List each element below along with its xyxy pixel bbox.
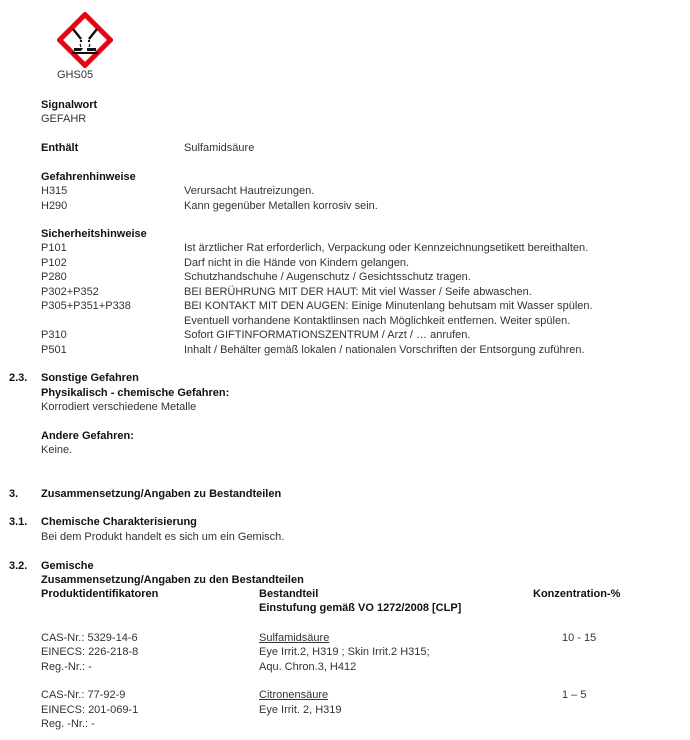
section-title: Sonstige Gefahren xyxy=(41,372,139,384)
component-concentration: 10 - 15 xyxy=(562,632,597,644)
hazard-text: Kann gegenüber Metallen korrosiv sein. xyxy=(184,200,378,212)
section-title: Zusammensetzung/Angaben zu Bestandteilen xyxy=(41,488,282,500)
einecs-number: EINECS: 201-069-1 xyxy=(41,704,139,716)
component-classification: Eye Irrit.2, H319 ; Skin Irrit.2 H315; xyxy=(259,646,430,658)
precaution-text: BEI KONTAKT MIT DEN AUGEN: Einige Minutenlang behutsam mit Wasser spülen. xyxy=(184,300,593,312)
physical-hazards-heading: Physikalisch - chemische Gefahren: xyxy=(41,387,230,399)
precaution-code: P102 xyxy=(41,257,67,269)
hazard-code: H315 xyxy=(41,185,68,197)
section-number: 3.1. xyxy=(9,516,28,528)
physical-hazards-text: Korrodiert verschiedene Metalle xyxy=(41,401,197,413)
ghs05-corrosive-icon xyxy=(57,12,113,68)
column-header-concentration: Konzentration-% xyxy=(533,588,621,600)
column-header-classification: Einstufung gemäß VO 1272/2008 [CLP] xyxy=(259,602,462,614)
contains-value: Sulfamidsäure xyxy=(184,142,255,154)
component-name: Sulfamidsäure xyxy=(259,632,330,644)
other-hazards-text: Keine. xyxy=(41,444,73,456)
precaution-code: P101 xyxy=(41,242,67,254)
precaution-text: Inhalt / Behälter gemäß lokalen / nationalen Vorschriften der Entsorgung zuführen. xyxy=(184,344,585,356)
precautionary-statements-heading: Sicherheitshinweise xyxy=(41,228,147,240)
component-classification: Aqu. Chron.3, H412 xyxy=(259,661,357,673)
precaution-code: P501 xyxy=(41,344,67,356)
other-hazards-heading: Andere Gefahren: xyxy=(41,430,134,442)
precaution-code: P305+P351+P338 xyxy=(41,300,131,312)
precaution-code: P302+P352 xyxy=(41,286,99,298)
reg-number: Reg. -Nr.: - xyxy=(41,718,95,730)
section-number: 3.2. xyxy=(9,560,28,572)
component-classification: Eye Irrit. 2, H319 xyxy=(259,704,342,716)
precaution-text: Sofort GIFTINFORMATIONSZENTRUM / Arzt / … anrufen. xyxy=(184,329,471,341)
column-header-identifiers: Produktidentifikatoren xyxy=(41,588,159,600)
component-name: Citronensäure xyxy=(259,689,329,701)
precaution-text: BEI BERÜHRUNG MIT DER HAUT: Mit viel Wasser / Seife abwaschen. xyxy=(184,286,532,298)
pictogram-code: GHS05 xyxy=(57,69,94,81)
precaution-text-continued: Eventuell vorhandene Kontaktlinsen nach Möglichkeit entfernen. Weiter spülen. xyxy=(184,315,571,327)
precaution-code: P280 xyxy=(41,271,67,283)
precaution-text: Ist ärztlicher Rat erforderlich, Verpackung oder Kennzeichnungsetikett bereithalten. xyxy=(184,242,589,254)
section-title: Chemische Charakterisierung xyxy=(41,516,197,528)
contains-heading: Enthält xyxy=(41,142,79,154)
section-number: 2.3. xyxy=(9,372,28,384)
cas-number: CAS-Nr.: 77-92-9 xyxy=(41,689,126,701)
section-subtitle: Zusammensetzung/Angaben zu den Bestandteilen xyxy=(41,574,304,586)
section-text: Bei dem Produkt handelt es sich um ein Gemisch. xyxy=(41,531,285,543)
hazard-code: H290 xyxy=(41,200,68,212)
cas-number: CAS-Nr.: 5329-14-6 xyxy=(41,632,138,644)
column-header-component: Bestandteil xyxy=(259,588,319,600)
section-title: Gemische xyxy=(41,560,94,572)
einecs-number: EINECS: 226-218-8 xyxy=(41,646,139,658)
precaution-text: Darf nicht in die Hände von Kindern gelangen. xyxy=(184,257,410,269)
precaution-code: P310 xyxy=(41,329,67,341)
hazard-text: Verursacht Hautreizungen. xyxy=(184,185,315,197)
component-concentration: 1 – 5 xyxy=(562,689,587,701)
section-number: 3. xyxy=(9,488,19,500)
signal-word-value: GEFAHR xyxy=(41,113,87,125)
reg-number: Reg.-Nr.: - xyxy=(41,661,92,673)
precaution-text: Schutzhandschuhe / Augenschutz / Gesichtsschutz tragen. xyxy=(184,271,471,283)
hazard-statements-heading: Gefahrenhinweise xyxy=(41,171,136,183)
signal-word-heading: Signalwort xyxy=(41,99,98,111)
